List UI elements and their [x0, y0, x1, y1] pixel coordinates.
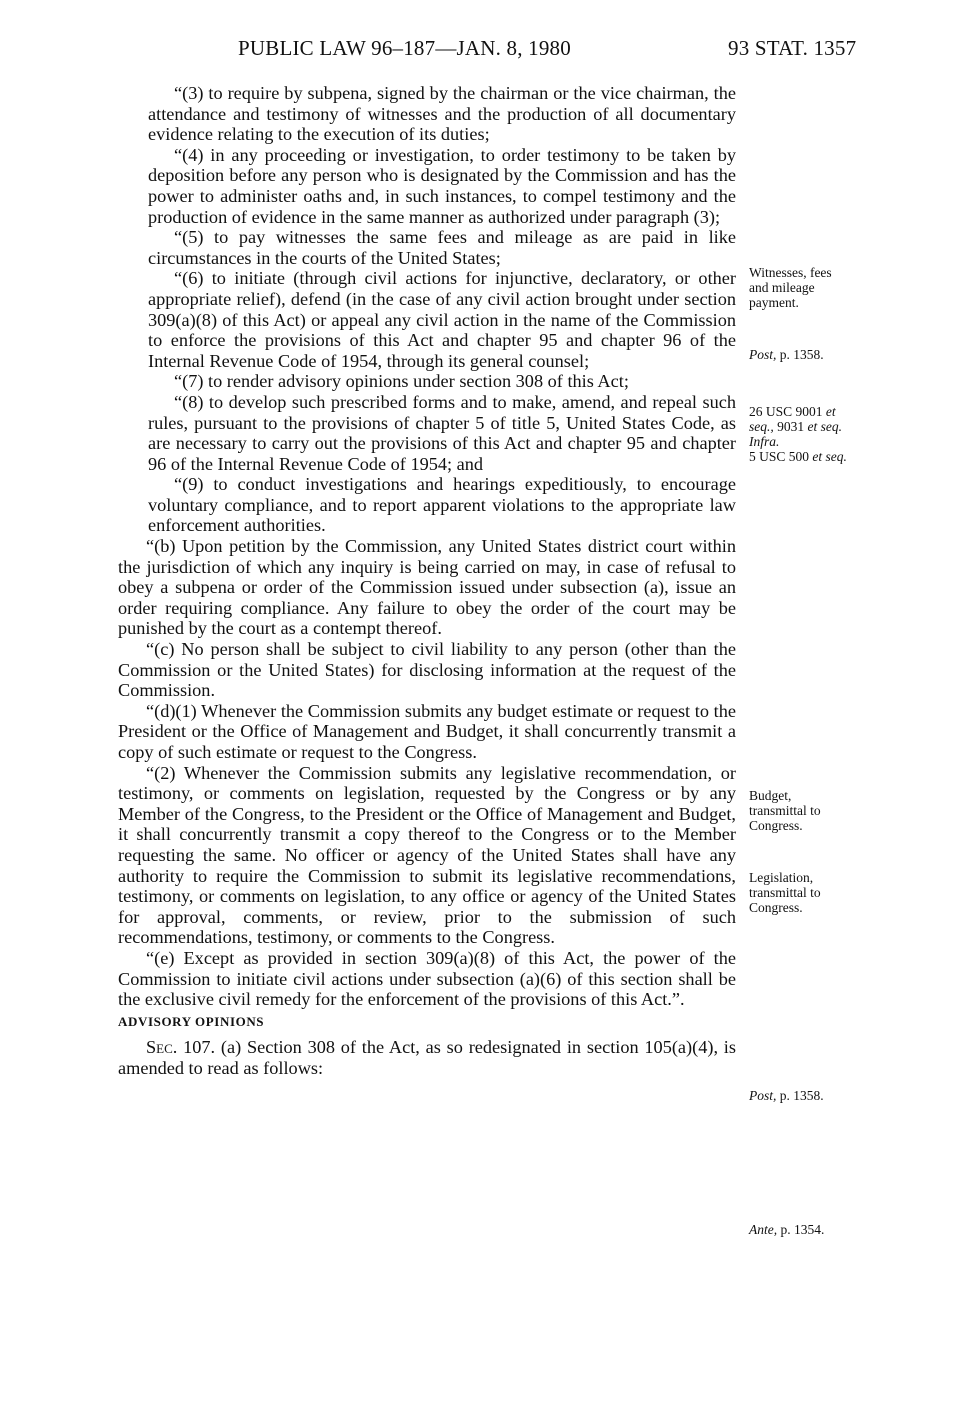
paragraph-b: “(b) Upon petition by the Commission, any United States district court within the jurisdiction of which any inquiry is being carried on may, in case of refusal to obey a subpena or order of the Commission issued under subsection (a), issue an order requiring compliance. Any failure to obey the order of the court may be punished by the court as a contempt thereof.: [118, 536, 736, 639]
margin-note-budget: Budget, transmittal to Congress.: [749, 788, 821, 833]
margin-note-witnesses: Witnesses, fees and mileage payment.: [749, 265, 832, 310]
statute-page-number: 93 STAT. 1357: [728, 36, 857, 60]
section-label: Sec. 107.: [146, 1037, 216, 1058]
section-heading: ADVISORY OPINIONS: [118, 1013, 265, 1029]
margin-note-post-1358-a: Post, p. 1358.: [749, 347, 824, 362]
paragraph-a8: “(8) to develop such prescribed forms and to make, amend, and repeal such rules, pursuant to the provisions of chapter 5 of title 5, United States Code, as are necessary to carry out the provisions of this Act and chapter 95 and chapter 96 of the Internal Revenue Code of 1954; and: [148, 391, 736, 474]
paragraph-a7: “(7) to render advisory opinions under section 308 of this Act;: [174, 371, 629, 392]
section-text: (a) Section 308 of the Act, as so redesignated in section 105(a)(4), is amended to read as follows:: [118, 1037, 736, 1078]
paragraph-a4: “(4) in any proceeding or investigation, to order testimony to be taken by deposition before any person who is designated by the Commission and has the power to administer oaths and, in such instances, to compel testimony and the production of evidence in the same manner as authorized under paragraph (3);: [148, 144, 736, 227]
paragraph-c: “(c) No person shall be subject to civil liability to any person (other than the Commission or the United States) for disclosing information at the request of the Commission.: [118, 639, 736, 701]
margin-note-legislation: Legislation, transmittal to Congress.: [749, 870, 821, 915]
paragraph-d2: “(2) Whenever the Commission submits any legislative recommendation, or testimony, or comments on legislation, requested by the Congress or by any Member of the Congress, to the President or the Office of Management and Budget, it shall concurrently transmit a copy thereof to the Congress or to the Member requesting the same. No officer or agency of the United States shall have any authority to require the Commission to submit its legislative recommendations, testimony, or comments on legislation, to any office or agency of the United States for approval, comments, or review, prior to the submission of such recommendations, testimony, or comments to the Congress.: [118, 762, 736, 948]
paragraph-a6: “(6) to initiate (through civil actions for injunctive, declaratory, or other appropriate relief), defend (in the case of any civil action brought under section 309(a)(8) of this Act) or appeal any civil action in the name of the Commission to enforce the provisions of this Act and chapter 95 and chapter 96 of the Internal Revenue Code of 1954, through its general counsel;: [148, 268, 736, 371]
running-head-title: PUBLIC LAW 96–187—JAN. 8, 1980: [238, 36, 571, 60]
margin-note-post-1358-b: Post, p. 1358.: [749, 1088, 824, 1103]
margin-note-usc-refs: 26 USC 9001 et seq., 9031 et seq. Infra. 5 USC 500 et seq.: [749, 404, 847, 464]
paragraph-a3: “(3) to require by subpena, signed by the chairman or the vice chairman, the attendance and testimony of witnesses and the production of all documentary evidence relating to the execution of its duties;: [148, 83, 736, 145]
body-column: [118, 83, 736, 1079]
margin-note-ante-1354: Ante, p. 1354.: [749, 1222, 825, 1237]
paragraph-e: “(e) Except as provided in section 309(a)(8) of this Act, the power of the Commission to initiate civil actions under subsection (a)(6) of this section shall be the exclusive civil remedy for the enforcement of the provisions of this Act.”.: [118, 947, 736, 1010]
section-107-paragraph: [118, 1037, 736, 1078]
paragraph-a5: “(5) to pay witnesses the same fees and mileage as are paid in like circumstances in the courts of the United States;: [148, 227, 736, 268]
paragraph-d1: “(d)(1) Whenever the Commission submits any budget estimate or request to the President or the Office of Management and Budget, it shall concurrently transmit a copy of such estimate or request to the Congress.: [118, 700, 736, 762]
paragraph-a9: “(9) to conduct investigations and hearings expeditiously, to encourage voluntary compliance, and to report apparent violations to the appropriate law enforcement authorities.: [148, 474, 736, 536]
